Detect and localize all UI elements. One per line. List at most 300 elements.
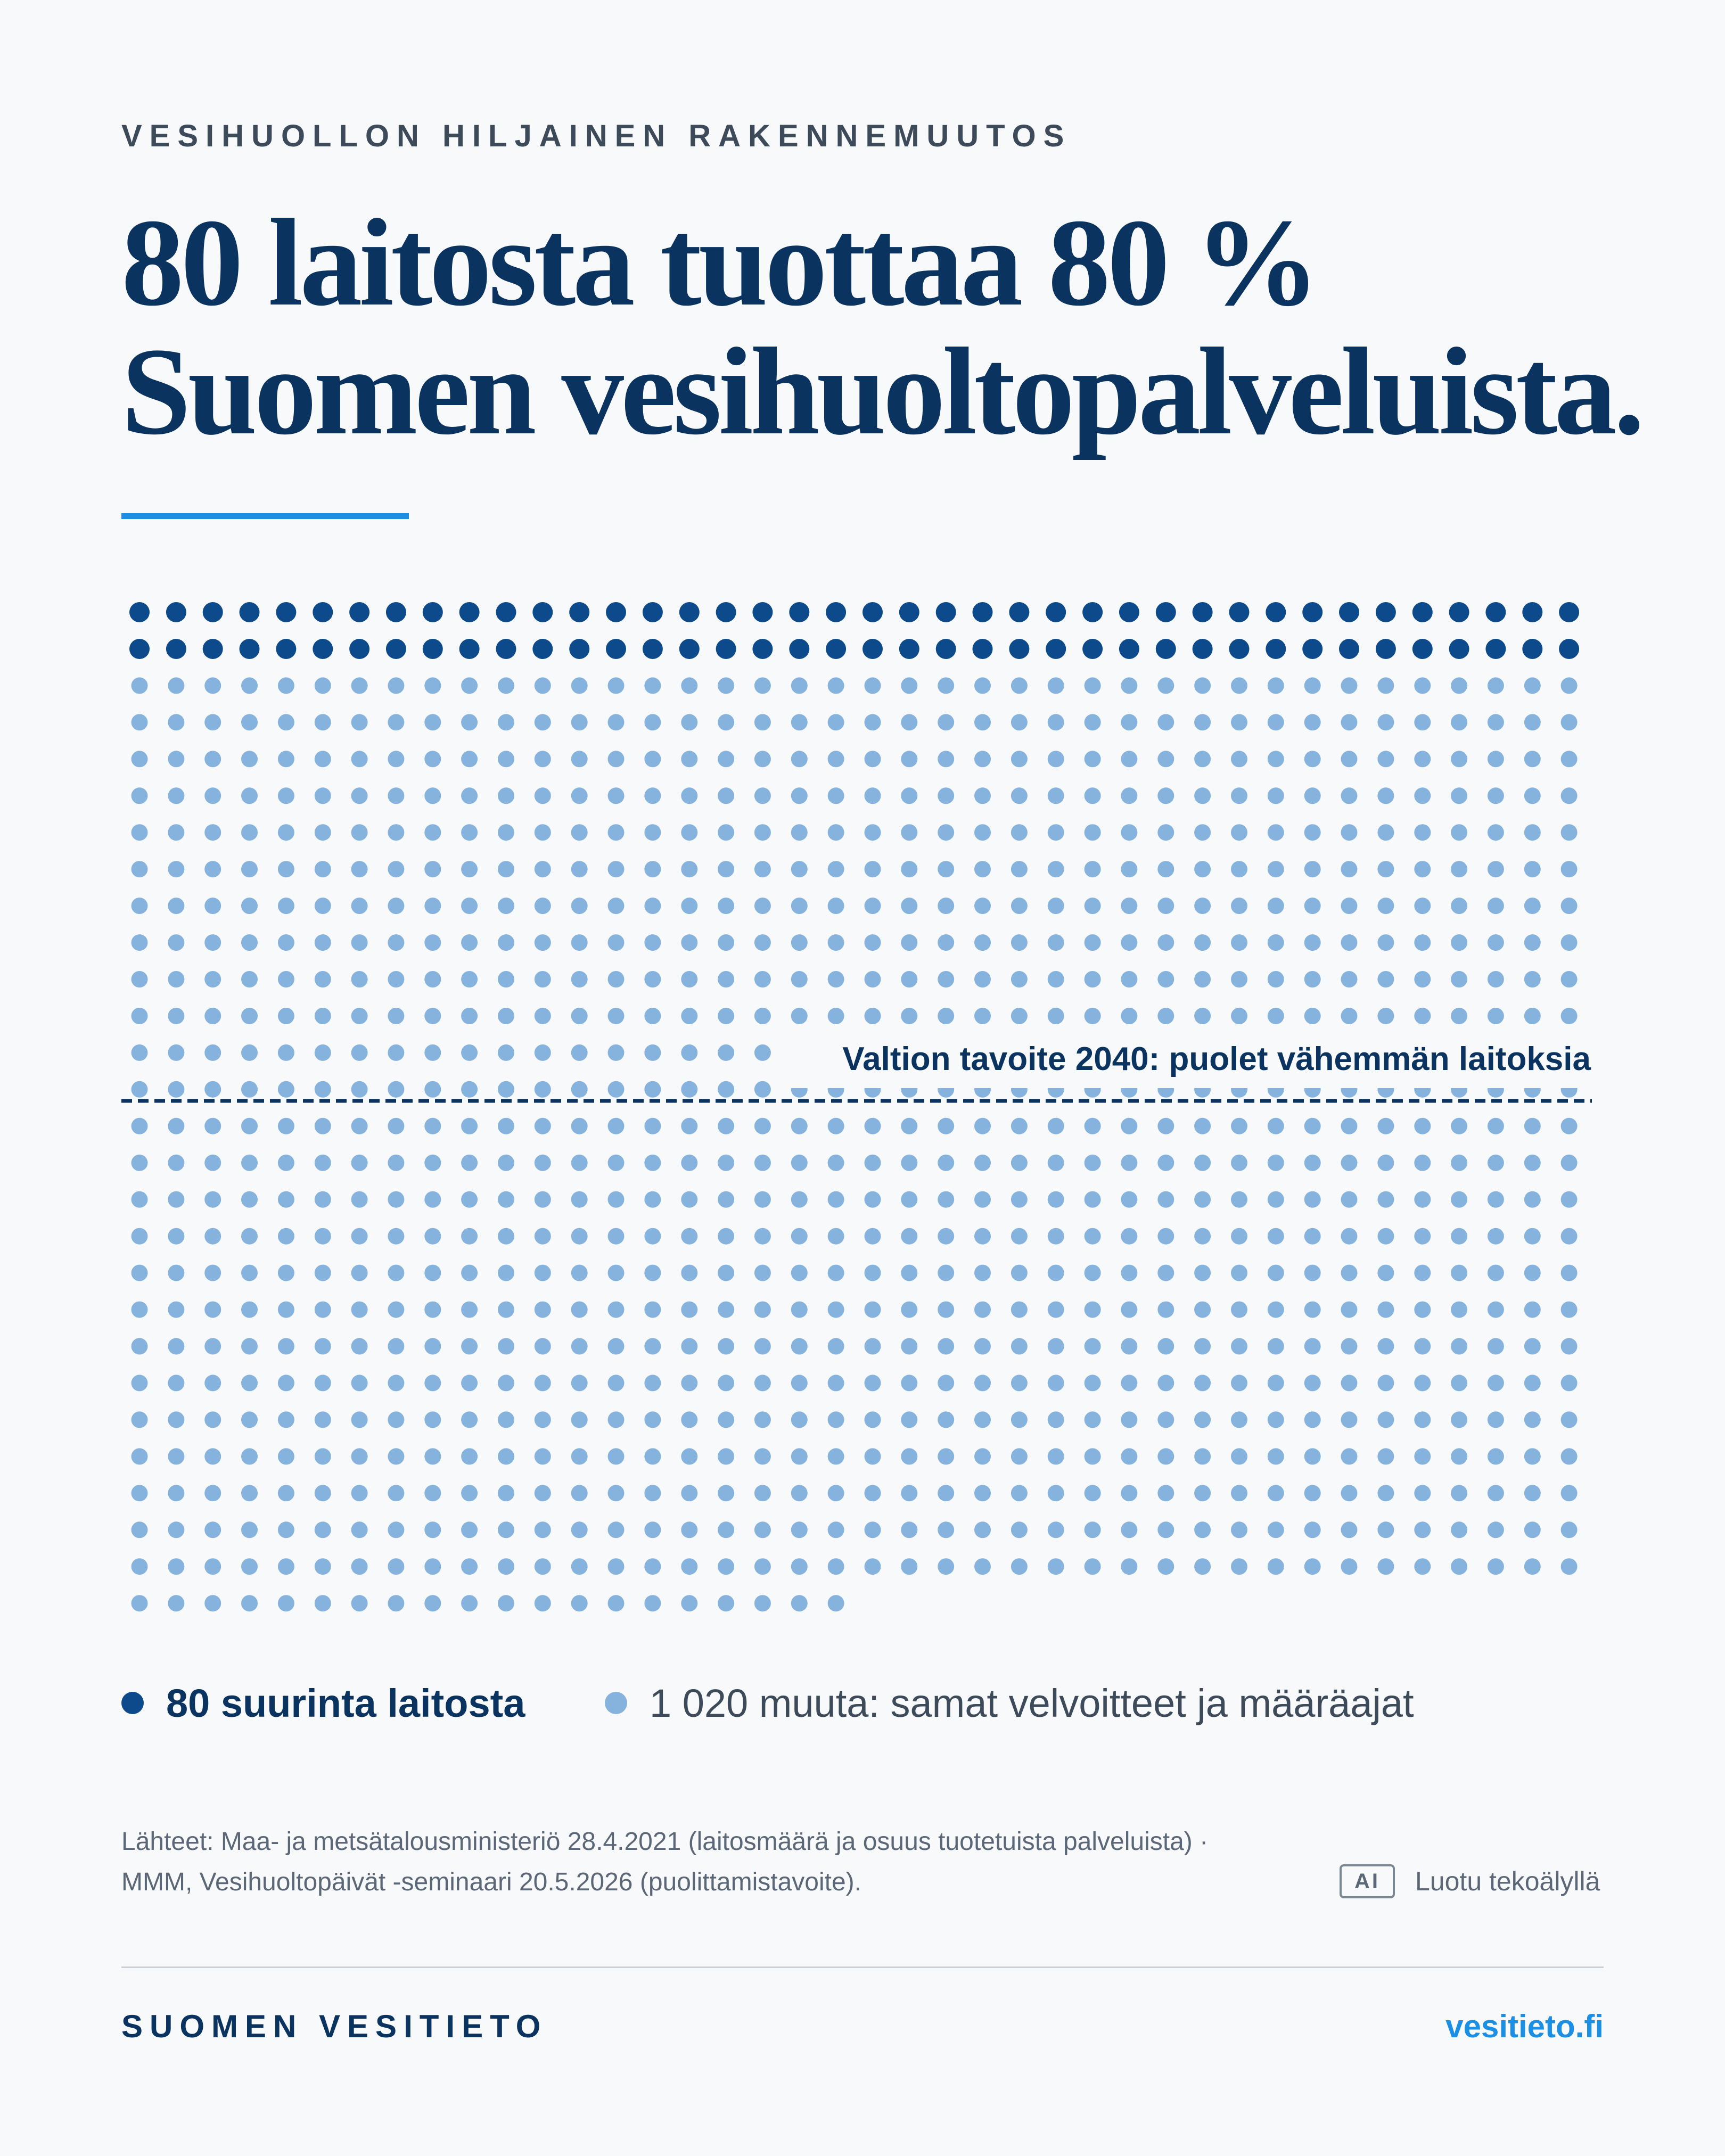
waffle-dot-other-plant [388, 861, 404, 877]
waffle-dot-other-plant [865, 677, 881, 694]
waffle-dot-other-plant [608, 751, 625, 767]
waffle-dot-other-plant [571, 1521, 588, 1538]
waffle-dot-other-plant [498, 1044, 514, 1061]
waffle-dot-other-plant [388, 1521, 404, 1538]
waffle-dot-other-plant [938, 861, 954, 877]
waffle-dot-other-plant [388, 1118, 404, 1134]
waffle-dot-other-plant [1304, 824, 1321, 841]
waffle-dot-other-plant [1341, 824, 1358, 841]
waffle-dot-other-plant [644, 677, 661, 694]
waffle-dot-other-plant [901, 1521, 917, 1538]
waffle-dot-other-plant [718, 1595, 734, 1611]
waffle-dot-other-plant [241, 751, 258, 767]
waffle-dot-other-plant [168, 1485, 184, 1501]
waffle-dot-other-plant [132, 934, 148, 951]
waffle-dot-other-plant [204, 1265, 221, 1281]
waffle-dot-other-plant [1157, 861, 1174, 877]
waffle-dot-other-plant [1194, 1558, 1211, 1575]
waffle-dot-other-plant [535, 971, 551, 988]
waffle-dot-other-plant [278, 677, 294, 694]
waffle-dot-other-plant [498, 714, 514, 730]
waffle-dot-other-plant [938, 751, 954, 767]
waffle-dot-other-plant [754, 1485, 771, 1501]
waffle-dot-other-plant [1524, 714, 1541, 730]
waffle-dot-other-plant [754, 1191, 771, 1208]
waffle-dot-other-plant [1231, 677, 1247, 694]
waffle-dot-other-plant [424, 751, 441, 767]
waffle-dot-other-plant [1488, 1521, 1504, 1538]
waffle-dot-other-plant [535, 1411, 551, 1428]
waffle-dot-other-plant [828, 1302, 844, 1318]
waffle-dot-other-plant [1048, 1558, 1064, 1575]
waffle-dot-other-plant [315, 1302, 331, 1318]
waffle-dot-other-plant [938, 1521, 954, 1538]
waffle-dot-other-plant [241, 1338, 258, 1355]
waffle-dot-other-plant [1268, 1228, 1284, 1245]
waffle-dot-other-plant [535, 1338, 551, 1355]
waffle-dot-large-plant [423, 602, 443, 622]
waffle-dot-other-plant [571, 1338, 588, 1355]
waffle-dot-other-plant [791, 1155, 808, 1171]
waffle-dot-other-plant [938, 1338, 954, 1355]
waffle-dot-other-plant [901, 861, 917, 877]
waffle-dot-other-plant [1414, 1521, 1431, 1538]
waffle-dot-other-plant [608, 1044, 625, 1061]
waffle-dot-other-plant [1121, 824, 1137, 841]
waffle-dot-other-plant [132, 1044, 148, 1061]
waffle-dot-other-plant [168, 1265, 184, 1281]
waffle-dot-other-plant [1085, 714, 1101, 730]
waffle-dot-other-plant [938, 1411, 954, 1428]
waffle-dot-other-plant [681, 1155, 697, 1171]
waffle-dot-other-plant [865, 1338, 881, 1355]
waffle-dot-large-plant [973, 639, 993, 659]
waffle-dot-other-plant [461, 787, 478, 804]
site-link[interactable]: vesitieto.fi [1445, 2009, 1604, 2044]
waffle-dot-other-plant [644, 1375, 661, 1391]
waffle-dot-other-plant [1085, 1302, 1101, 1318]
waffle-dot-other-plant [1561, 1118, 1578, 1134]
waffle-dot-other-plant [461, 1008, 478, 1024]
waffle-dot-other-plant [204, 971, 221, 988]
waffle-dot-other-plant [1157, 1338, 1174, 1355]
waffle-dot-other-plant [351, 1521, 368, 1538]
waffle-dot-other-plant [608, 1558, 625, 1575]
waffle-dot-other-plant [1157, 1191, 1174, 1208]
waffle-dot-other-plant [901, 787, 917, 804]
waffle-dot-other-plant [938, 898, 954, 914]
waffle-dot-other-plant [1524, 1228, 1541, 1245]
waffle-dot-other-plant [278, 1228, 294, 1245]
waffle-dot-other-plant [718, 824, 734, 841]
waffle-dot-other-plant [754, 1081, 771, 1098]
waffle-dot-other-plant [1561, 1265, 1578, 1281]
waffle-dot-other-plant [1414, 824, 1431, 841]
waffle-dot-large-plant [423, 639, 443, 659]
waffle-dot-other-plant [1231, 1448, 1247, 1464]
waffle-dot-other-plant [644, 1191, 661, 1208]
waffle-dot-other-plant [1451, 898, 1467, 914]
waffle-dot-other-plant [1011, 677, 1028, 694]
waffle-dot-other-plant [498, 898, 514, 914]
waffle-dot-other-plant [1304, 787, 1321, 804]
waffle-dot-large-plant [973, 602, 993, 622]
waffle-dot-other-plant [608, 1155, 625, 1171]
waffle-dot-other-plant [315, 934, 331, 951]
waffle-dot-other-plant [1341, 1521, 1358, 1538]
waffle-dot-other-plant [1488, 1485, 1504, 1501]
waffle-dot-other-plant [1524, 1191, 1541, 1208]
waffle-dot-other-plant [1488, 751, 1504, 767]
waffle-dot-other-plant [828, 1595, 844, 1611]
waffle-dot-other-plant [1085, 1411, 1101, 1428]
waffle-dot-other-plant [461, 898, 478, 914]
waffle-dot-other-plant [1048, 824, 1064, 841]
waffle-dot-other-plant [1157, 1228, 1174, 1245]
waffle-dot-other-plant [1414, 1338, 1431, 1355]
waffle-dot-other-plant [1561, 787, 1578, 804]
waffle-dot-other-plant [351, 1081, 368, 1098]
waffle-dot-other-plant [974, 714, 991, 730]
waffle-dot-other-plant [681, 1008, 697, 1024]
waffle-dot-large-plant [862, 602, 883, 622]
waffle-dot-large-plant [1119, 639, 1139, 659]
waffle-dot-other-plant [828, 1485, 844, 1501]
waffle-dot-other-plant [938, 1228, 954, 1245]
waffle-dot-other-plant [901, 714, 917, 730]
waffle-dot-other-plant [1451, 751, 1467, 767]
waffle-dot-other-plant [1488, 787, 1504, 804]
waffle-dot-other-plant [828, 1558, 844, 1575]
waffle-dot-other-plant [535, 1448, 551, 1464]
waffle-dot-other-plant [241, 1044, 258, 1061]
waffle-dot-other-plant [681, 1485, 697, 1501]
waffle-dot-other-plant [1414, 1191, 1431, 1208]
waffle-dot-other-plant [974, 1411, 991, 1428]
waffle-dot-other-plant [535, 1118, 551, 1134]
waffle-dot-other-plant [571, 1191, 588, 1208]
waffle-dot-other-plant [828, 898, 844, 914]
waffle-dot-other-plant [1414, 1228, 1431, 1245]
waffle-dot-other-plant [1414, 1118, 1431, 1134]
waffle-dot-other-plant [1414, 1265, 1431, 1281]
waffle-dot-other-plant [498, 1595, 514, 1611]
waffle-dot-other-plant [498, 1228, 514, 1245]
waffle-dot-other-plant [1341, 1485, 1358, 1501]
waffle-dot-other-plant [1268, 1191, 1284, 1208]
legend-label-large: 80 suurinta laitosta [166, 1681, 525, 1725]
waffle-dot-other-plant [278, 1411, 294, 1428]
waffle-dot-other-plant [1011, 1008, 1028, 1024]
waffle-dot-other-plant [168, 1448, 184, 1464]
waffle-dot-large-plant [1266, 639, 1286, 659]
waffle-dot-other-plant [1011, 1558, 1028, 1575]
waffle-dot-other-plant [865, 824, 881, 841]
waffle-dot-other-plant [204, 677, 221, 694]
waffle-dot-other-plant [1011, 971, 1028, 988]
waffle-dot-other-plant [1268, 1118, 1284, 1134]
sources [121, 1822, 1346, 1903]
waffle-dot-other-plant [1561, 1338, 1578, 1355]
waffle-dot-other-plant [1377, 1558, 1394, 1575]
waffle-dot-other-plant [828, 1155, 844, 1171]
waffle-dot-other-plant [278, 1558, 294, 1575]
waffle-dot-large-plant [459, 639, 480, 659]
waffle-dot-other-plant [535, 1265, 551, 1281]
waffle-dot-other-plant [828, 824, 844, 841]
waffle-dot-other-plant [901, 1302, 917, 1318]
waffle-dot-other-plant [718, 1081, 734, 1098]
waffle-dot-other-plant [1194, 1008, 1211, 1024]
waffle-dot-other-plant [535, 1375, 551, 1391]
waffle-dot-other-plant [938, 1265, 954, 1281]
waffle-dot-other-plant [1524, 1302, 1541, 1318]
waffle-dot-other-plant [1268, 1008, 1284, 1024]
waffle-dot-other-plant [1268, 1155, 1284, 1171]
waffle-dot-other-plant [1121, 787, 1137, 804]
waffle-dot-other-plant [828, 1008, 844, 1024]
waffle-dot-other-plant [1304, 1228, 1321, 1245]
waffle-dot-other-plant [168, 1081, 184, 1098]
waffle-dot-other-plant [168, 1118, 184, 1134]
waffle-dot-other-plant [351, 1228, 368, 1245]
waffle-dot-other-plant [1304, 1302, 1321, 1318]
waffle-dot-other-plant [1524, 677, 1541, 694]
waffle-dot-other-plant [571, 1448, 588, 1464]
waffle-dot-other-plant [168, 1228, 184, 1245]
waffle-dot-other-plant [351, 751, 368, 767]
waffle-dot-other-plant [901, 1155, 917, 1171]
waffle-dot-other-plant [828, 714, 844, 730]
waffle-dot-other-plant [1048, 861, 1064, 877]
waffle-dot-other-plant [901, 1375, 917, 1391]
waffle-dot-other-plant [1451, 1338, 1467, 1355]
waffle-dot-other-plant [1011, 714, 1028, 730]
waffle-dot-other-plant [1048, 787, 1064, 804]
waffle-dot-other-plant [718, 1302, 734, 1318]
waffle-dot-other-plant [754, 1375, 771, 1391]
waffle-dot-other-plant [681, 1228, 697, 1245]
waffle-dot-other-plant [1488, 1411, 1504, 1428]
waffle-dot-other-plant [938, 1118, 954, 1134]
waffle-dot-other-plant [424, 1411, 441, 1428]
waffle-dot-other-plant [1085, 1265, 1101, 1281]
waffle-dot-other-plant [204, 824, 221, 841]
waffle-dot-other-plant [168, 1338, 184, 1355]
waffle-dot-large-plant [1156, 602, 1176, 622]
waffle-dot-other-plant [974, 677, 991, 694]
waffle-dot-other-plant [1414, 787, 1431, 804]
waffle-dot-other-plant [1561, 1228, 1578, 1245]
waffle-dot-other-plant [1561, 861, 1578, 877]
waffle-dot-other-plant [1231, 751, 1247, 767]
waffle-dot-other-plant [681, 971, 697, 988]
waffle-dot-other-plant [754, 1558, 771, 1575]
waffle-dot-other-plant [315, 1008, 331, 1024]
waffle-dot-large-plant [1046, 639, 1066, 659]
waffle-dot-other-plant [571, 1265, 588, 1281]
waffle-dot-other-plant [718, 1155, 734, 1171]
waffle-dot-other-plant [865, 1008, 881, 1024]
waffle-dot-other-plant [1414, 861, 1431, 877]
waffle-dot-other-plant [974, 1448, 991, 1464]
waffle-dot-other-plant [1085, 1008, 1101, 1024]
waffle-dot-other-plant [938, 934, 954, 951]
waffle-dot-other-plant [241, 1118, 258, 1134]
footer-divider [121, 1966, 1604, 1968]
waffle-dot-other-plant [1414, 1411, 1431, 1428]
waffle-dot-other-plant [1414, 714, 1431, 730]
waffle-dot-other-plant [681, 1191, 697, 1208]
waffle-dot-other-plant [571, 787, 588, 804]
waffle-dot-other-plant [1121, 1118, 1137, 1134]
waffle-dot-large-plant [1449, 602, 1469, 622]
waffle-dot-other-plant [204, 898, 221, 914]
waffle-dot-other-plant [278, 1375, 294, 1391]
waffle-dot-other-plant [791, 1558, 808, 1575]
waffle-dot-other-plant [1011, 898, 1028, 914]
waffle-dot-other-plant [315, 1375, 331, 1391]
waffle-dot-other-plant [498, 1008, 514, 1024]
waffle-dot-other-plant [1011, 1302, 1028, 1318]
waffle-dot-other-plant [1488, 1375, 1504, 1391]
waffle-dot-other-plant [278, 751, 294, 767]
waffle-dot-other-plant [204, 1191, 221, 1208]
waffle-dot-other-plant [278, 898, 294, 914]
legend-label-other: 1 020 muuta: samat velvoitteet ja määräajat [650, 1681, 1414, 1725]
waffle-dot-other-plant [498, 824, 514, 841]
waffle-dot-other-plant [1085, 1485, 1101, 1501]
waffle-dot-other-plant [938, 1448, 954, 1464]
waffle-dot-other-plant [388, 1008, 404, 1024]
waffle-dot-other-plant [681, 1448, 697, 1464]
waffle-dot-other-plant [1561, 1375, 1578, 1391]
waffle-dot-other-plant [644, 714, 661, 730]
waffle-dot-other-plant [315, 1411, 331, 1428]
waffle-dot-other-plant [1341, 1265, 1358, 1281]
waffle-dot-other-plant [132, 1155, 148, 1171]
waffle-dot-other-plant [791, 1411, 808, 1428]
waffle-dot-other-plant [681, 1558, 697, 1575]
waffle-dot-other-plant [498, 1191, 514, 1208]
waffle-dot-other-plant [1048, 1228, 1064, 1245]
waffle-dot-large-plant [313, 602, 333, 622]
waffle-dot-other-plant [1268, 1302, 1284, 1318]
waffle-dot-other-plant [132, 1265, 148, 1281]
waffle-dot-other-plant [681, 677, 697, 694]
waffle-dot-other-plant [1121, 898, 1137, 914]
waffle-dot-other-plant [754, 898, 771, 914]
waffle-dot-other-plant [241, 1155, 258, 1171]
waffle-dot-other-plant [791, 934, 808, 951]
waffle-dot-other-plant [974, 1191, 991, 1208]
waffle-dot-other-plant [754, 861, 771, 877]
waffle-dot-other-plant [1561, 971, 1578, 988]
waffle-dot-large-plant [1302, 602, 1322, 622]
waffle-dot-other-plant [424, 1228, 441, 1245]
waffle-dot-large-plant [716, 639, 736, 659]
waffle-dot-other-plant [1048, 677, 1064, 694]
waffle-dot-other-plant [828, 1265, 844, 1281]
waffle-dot-other-plant [168, 1521, 184, 1538]
waffle-dot-other-plant [1488, 1191, 1504, 1208]
waffle-dot-other-plant [315, 1044, 331, 1061]
waffle-dot-other-plant [1011, 787, 1028, 804]
waffle-dot-other-plant [1488, 1558, 1504, 1575]
waffle-dot-other-plant [1341, 1155, 1358, 1171]
waffle-dot-other-plant [241, 1228, 258, 1245]
waffle-dot-other-plant [1048, 751, 1064, 767]
waffle-dot-large-plant [532, 639, 553, 659]
waffle-dot-other-plant [535, 677, 551, 694]
waffle-dot-other-plant [1304, 1265, 1321, 1281]
waffle-dot-other-plant [571, 1008, 588, 1024]
waffle-dot-other-plant [1304, 861, 1321, 877]
waffle-dot-other-plant [974, 1155, 991, 1171]
waffle-dot-other-plant [1304, 971, 1321, 988]
waffle-dot-other-plant [1524, 1118, 1541, 1134]
waffle-dot-other-plant [865, 1521, 881, 1538]
waffle-dot-other-plant [791, 1008, 808, 1024]
waffle-dot-other-plant [644, 1155, 661, 1171]
waffle-dot-other-plant [1451, 1008, 1467, 1024]
waffle-dot-other-plant [571, 1485, 588, 1501]
waffle-dot-large-plant [569, 602, 589, 622]
waffle-dot-other-plant [791, 971, 808, 988]
waffle-dot-other-plant [204, 1155, 221, 1171]
waffle-dot-other-plant [938, 677, 954, 694]
waffle-dot-other-plant [1085, 1375, 1101, 1391]
waffle-dot-other-plant [424, 1485, 441, 1501]
waffle-dot-other-plant [1414, 1008, 1431, 1024]
waffle-dot-other-plant [461, 1228, 478, 1245]
waffle-dot-other-plant [351, 861, 368, 877]
waffle-dot-other-plant [388, 898, 404, 914]
waffle-dot-other-plant [351, 1375, 368, 1391]
waffle-dot-other-plant [535, 751, 551, 767]
waffle-dot-other-plant [974, 1302, 991, 1318]
waffle-dot-other-plant [1157, 1265, 1174, 1281]
waffle-dot-other-plant [351, 1411, 368, 1428]
waffle-dot-other-plant [278, 934, 294, 951]
brand-name: SUOMEN VESITIETO [121, 2009, 548, 2044]
waffle-dot-other-plant [168, 1191, 184, 1208]
waffle-dot-other-plant [1561, 824, 1578, 841]
ai-badge: AI [1340, 1864, 1395, 1898]
waffle-dot-other-plant [865, 934, 881, 951]
waffle-dot-other-plant [1304, 1338, 1321, 1355]
waffle-dot-other-plant [1488, 1302, 1504, 1318]
waffle-dot-other-plant [1194, 1485, 1211, 1501]
waffle-dot-other-plant [901, 677, 917, 694]
waffle-dot-other-plant [718, 1448, 734, 1464]
waffle-dot-other-plant [1341, 1228, 1358, 1245]
waffle-dot-other-plant [1231, 787, 1247, 804]
waffle-dot-other-plant [754, 934, 771, 951]
waffle-dot-other-plant [1414, 751, 1431, 767]
waffle-dot-other-plant [424, 1302, 441, 1318]
waffle-dot-other-plant [681, 861, 697, 877]
waffle-dot-other-plant [1451, 1155, 1467, 1171]
waffle-dot-other-plant [681, 934, 697, 951]
waffle-dot-other-plant [974, 861, 991, 877]
waffle-dot-other-plant [828, 971, 844, 988]
waffle-dot-other-plant [204, 1338, 221, 1355]
waffle-dot-other-plant [168, 1302, 184, 1318]
waffle-dot-other-plant [1304, 1485, 1321, 1501]
waffle-dot-other-plant [1451, 1485, 1467, 1501]
waffle-dot-other-plant [754, 1338, 771, 1355]
